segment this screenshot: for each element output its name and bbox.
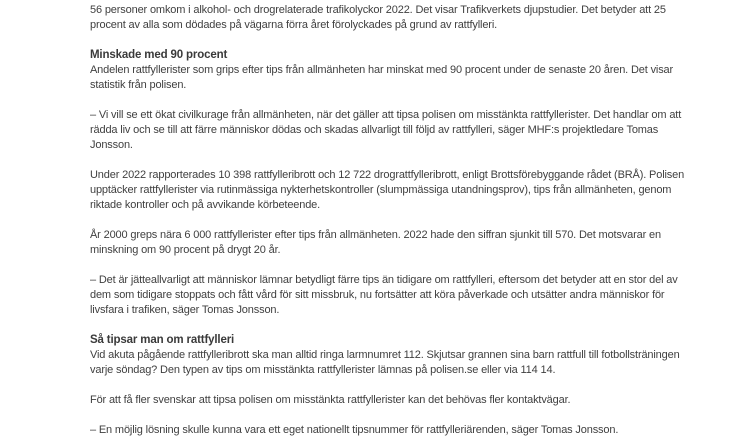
paragraph: År 2000 greps nära 6 000 rattfyllerister efter tips från allmänheten. 2022 hade den siffran sjunkit till 570. Det motsvarar en minskning om 90 procent på drygt 20 år. xyxy=(90,229,661,256)
paragraph: Vid akuta pågående rattfylleribrott ska man alltid ringa larmnumret 112. Skjutsar grannen sina barn rattfull till fotbollsträningen varje söndag? Den typen av tips om misstänkta rattfyllerister lämnas på polisen.se eller via 114 14. xyxy=(90,349,680,376)
section-heading-sa-tipsar-man: Så tipsar man om rattfylleri xyxy=(90,334,235,346)
document-body xyxy=(90,3,700,438)
quote-paragraph: – En möjlig lösning skulle kunna vara ett eget nationellt tipsnummer för rattfylleriärenden, säger Tomas Jonsson. xyxy=(90,424,619,436)
paragraph: För att få fler svenskar att tipsa polisen om misstänkta rattfyllerister kan det behövas fler kontaktvägar. xyxy=(90,394,571,406)
quote-paragraph: – Det är jätteallvarligt att människor lämnar betydligt färre tips än tidigare om rattfylleri, eftersom det betyder att en stor del av dem som tidigare stoppats och fått vård för sitt missbruk, nu fortsätter att köra påverkade och utsätter andra människor för livsfara i trafiken, säger Tomas Jonsson. xyxy=(90,274,678,316)
quote-paragraph: – Vi vill se ett ökat civilkurage från allmänheten, när det gäller att tipsa polisen om misstänkta rattfyllerister. Det handlar om att rädda liv och se till att färre människor dödas och skadas allvarligt till följd av rattfylleri, säger MHF:s projektledare Tomas Jonsson. xyxy=(90,109,682,151)
section-heading-minskade-med-90-procent: Minskade med 90 procent xyxy=(90,49,228,61)
paragraph: Under 2022 rapporterades 10 398 rattfylleribrott och 12 722 drograttfylleribrott, enligt Brottsförebyggande rådet (BRÅ). Polisen upptäcker rattfyllerister via rutinmässiga nykterhetskontroller (slumpmässiga utandningsprov), tips från allmänheten, genom riktade kontroller och på avvikande körbeteende. xyxy=(90,169,685,211)
paragraph: Andelen rattfyllerister som grips efter tips från allmänheten har minskat med 90 procent under de senaste 20 åren. Det visar statistik från polisen. xyxy=(90,64,674,91)
intro-paragraph: 56 personer omkom i alkohol- och drogrelaterade trafikolyckor 2022. Det visar Trafikverkets djupstudier. Det betyder att 25 procent av alla som dödades på vägarna förra året förolyckades på grund av rattfylleri. xyxy=(90,4,666,31)
